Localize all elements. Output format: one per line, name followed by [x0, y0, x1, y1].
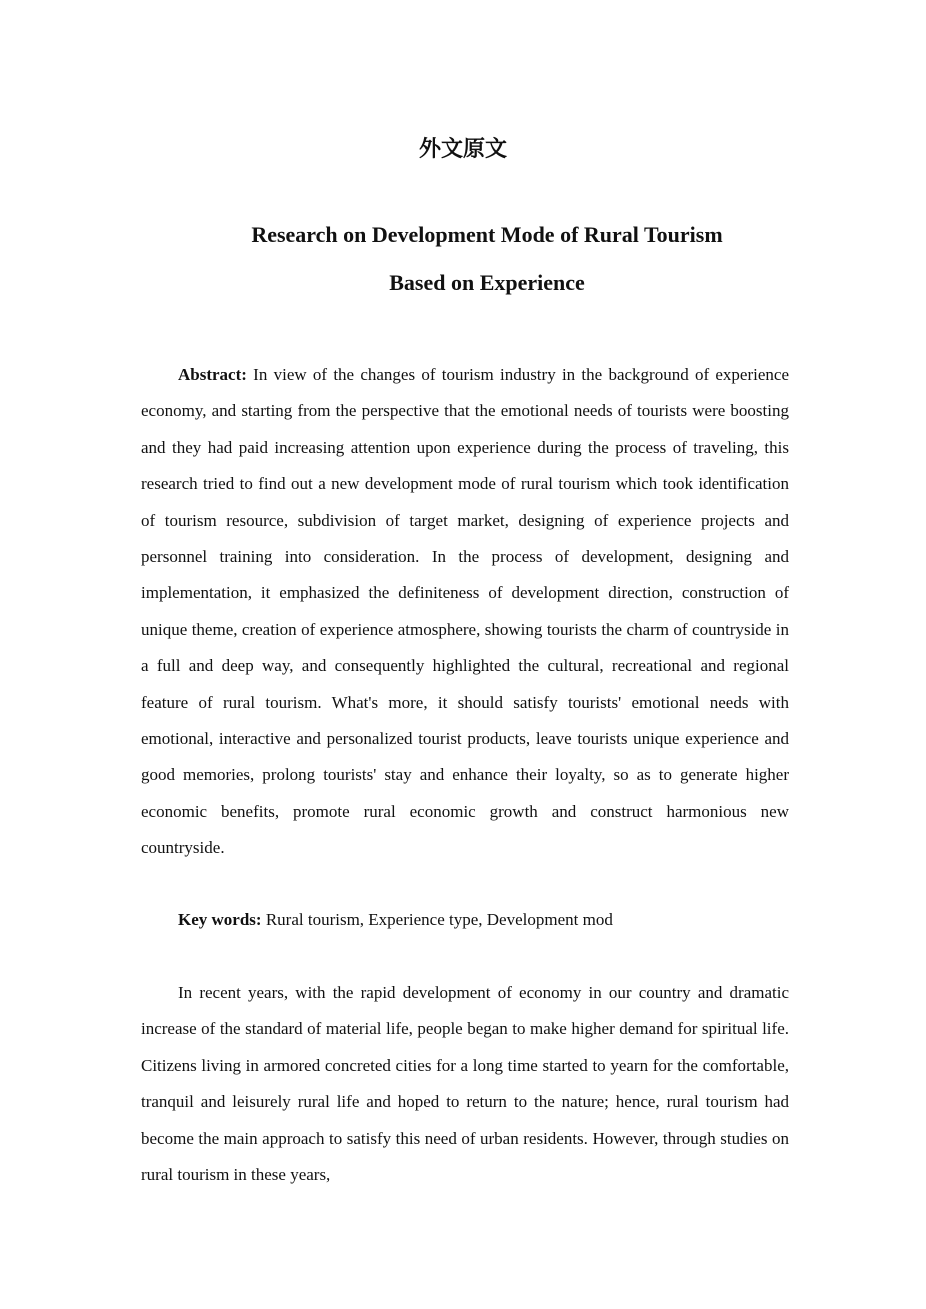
keywords-section	[141, 902, 789, 938]
keywords-paragraph	[141, 902, 789, 938]
keywords-label: Key words:	[178, 910, 262, 929]
foreign-original-heading: 外文原文	[418, 137, 507, 162]
keywords-text: Rural tourism, Experience type, Development mod	[261, 910, 613, 929]
abstract-text: In view of the changes of tourism industry in the background of experience economy, and starting from the perspective that the emotional needs of tourists were boosting and they had paid increasing attention upon experience during the process of traveling, this research tried to find out a new development mode of rural tourism which took identification of tourism resource, subdivision of target market, designing of experience projects and personnel training into consideration. In the process of development, designing and implementation, it emphasized the definiteness of development direction, construction of unique theme, creation of experience atmosphere, showing tourists the charm of countryside in a full and deep way, and consequently highlighted the cultural, recreational and regional feature of rural tourism. What's more, it should satisfy tourists' emotional needs with emotional, interactive and personalized tourist products, leave tourists unique experience and good memories, prolong tourists' stay and enhance their loyalty, so as to generate higher economic benefits, promote rural economic growth and construct harmonious new countryside.	[141, 365, 789, 858]
introduction-paragraph: In recent years, with the rapid development of economy in our country and dramatic increase of the standard of material life, people began to make higher demand for spiritual life. Citizens living in armored concreted cities for a long time started to yearn for the comfortable, tranquil and leisurely rural life and hoped to return to the nature; hence, rural tourism had become the main approach to satisfy this need of urban residents. However, through studies on rural tourism in these years,	[141, 983, 789, 1185]
abstract-paragraph	[141, 357, 789, 867]
abstract-section	[141, 357, 789, 867]
paper-title-line-2: Based on Experience	[389, 270, 585, 295]
abstract-label: Abstract:	[178, 365, 247, 384]
introduction-section	[141, 975, 789, 1193]
paper-title-line-1: Research on Development Mode of Rural Tourism	[251, 222, 723, 247]
